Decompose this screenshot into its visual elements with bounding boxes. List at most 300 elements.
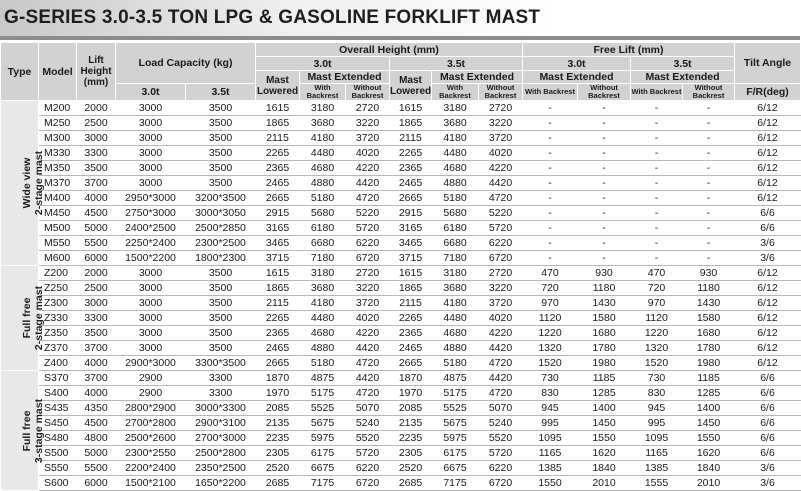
cell-tilt-angle: 6/12 <box>735 131 801 146</box>
cell-tilt-angle: 6/6 <box>735 221 801 236</box>
cell-cap-30: 2250*2400 <box>116 236 186 251</box>
table-row <box>1 236 801 251</box>
cell-tilt-angle: 6/6 <box>735 206 801 221</box>
mast-spec-table <box>0 42 801 491</box>
cell-cap-30: 3000 <box>116 341 186 356</box>
cell-fl35-without-backrest: 1680 <box>683 326 735 341</box>
cell-oh35-lowered: 1615 <box>390 101 432 116</box>
cell-fl30-with-backrest: 1165 <box>523 446 578 461</box>
cell-oh30-with-backrest: 4480 <box>300 146 346 161</box>
cell-lift-height: 2000 <box>77 266 116 281</box>
table-row <box>1 461 801 476</box>
cell-cap-35: 3500 <box>186 101 256 116</box>
cell-oh30-lowered: 2465 <box>256 176 300 191</box>
cell-fl35-with-backrest: - <box>631 161 683 176</box>
cell-lift-height: 6000 <box>77 251 116 266</box>
cell-cap-30: 3000 <box>116 296 186 311</box>
cell-oh30-lowered: 2115 <box>256 131 300 146</box>
cell-tilt-angle: 6/6 <box>735 446 801 461</box>
cell-oh35-with-backrest: 4880 <box>432 341 479 356</box>
cell-oh35-lowered: 2305 <box>390 446 432 461</box>
table-header <box>1 43 801 101</box>
header-fl-mast-extended-35: Mast Extended <box>631 71 735 84</box>
cell-cap-30: 3000 <box>116 101 186 116</box>
cell-fl35-without-backrest: 1400 <box>683 401 735 416</box>
cell-oh30-with-backrest: 4875 <box>300 371 346 386</box>
cell-model: S600 <box>39 476 77 491</box>
cell-tilt-angle: 6/12 <box>735 281 801 296</box>
cell-oh30-with-backrest: 4880 <box>300 341 346 356</box>
cell-cap-30: 2900*3000 <box>116 356 186 371</box>
table-row <box>1 401 801 416</box>
page-title: G-SERIES 3.0-3.5 TON LPG & GASOLINE FORKLIFT MAST <box>4 7 541 28</box>
cell-oh30-with-backrest: 5525 <box>300 401 346 416</box>
table-row <box>1 191 801 206</box>
cell-oh30-with-backrest: 6675 <box>300 461 346 476</box>
cell-oh30-lowered: 2115 <box>256 296 300 311</box>
cell-fl30-with-backrest: 730 <box>523 371 578 386</box>
table-row <box>1 446 801 461</box>
cell-oh30-lowered: 2665 <box>256 356 300 371</box>
table-row <box>1 281 801 296</box>
cell-fl35-without-backrest: 1620 <box>683 446 735 461</box>
cell-oh35-with-backrest: 4880 <box>432 176 479 191</box>
cell-oh35-with-backrest: 4480 <box>432 146 479 161</box>
cell-oh30-lowered: 2265 <box>256 311 300 326</box>
cell-oh30-with-backrest: 7180 <box>300 251 346 266</box>
cell-oh30-lowered: 1615 <box>256 266 300 281</box>
header-cap-30: 3.0t <box>116 84 186 101</box>
header-type: Type <box>1 43 39 101</box>
cell-oh35-with-backrest: 5525 <box>432 401 479 416</box>
table-row <box>1 146 801 161</box>
cell-model: M370 <box>39 176 77 191</box>
cell-model: M350 <box>39 161 77 176</box>
cell-fl30-with-backrest: - <box>523 236 578 251</box>
cell-oh30-with-backrest: 4480 <box>300 311 346 326</box>
cell-oh30-with-backrest: 6180 <box>300 221 346 236</box>
header-oh30-without-backrest: Without Backrest <box>346 84 390 101</box>
header-oh35-with-backrest: With Backrest <box>432 84 479 101</box>
cell-tilt-angle: 3/6 <box>735 461 801 476</box>
cell-cap-30: 2200*2400 <box>116 461 186 476</box>
cell-cap-35: 3500 <box>186 311 256 326</box>
cell-oh35-without-backrest: 4420 <box>479 341 523 356</box>
table-row <box>1 416 801 431</box>
table-row <box>1 386 801 401</box>
cell-oh30-without-backrest: 5070 <box>346 401 390 416</box>
cell-model: Z200 <box>39 266 77 281</box>
table-body <box>1 101 801 491</box>
cell-fl35-with-backrest: - <box>631 191 683 206</box>
cell-oh35-with-backrest: 6680 <box>432 236 479 251</box>
cell-oh30-lowered: 2085 <box>256 401 300 416</box>
cell-lift-height: 3500 <box>77 161 116 176</box>
cell-fl35-with-backrest: - <box>631 251 683 266</box>
header-fl30-with-backrest: With Backrest <box>523 84 578 101</box>
cell-model: S435 <box>39 401 77 416</box>
group-type-cell <box>1 371 45 491</box>
cell-lift-height: 6000 <box>77 476 116 491</box>
cell-oh30-without-backrest: 6720 <box>346 476 390 491</box>
cell-cap-35: 3500 <box>186 296 256 311</box>
cell-cap-35: 3500 <box>186 341 256 356</box>
cell-oh30-without-backrest: 3220 <box>346 116 390 131</box>
cell-fl35-without-backrest: - <box>683 236 735 251</box>
cell-oh30-lowered: 2365 <box>256 326 300 341</box>
cell-lift-height: 4500 <box>77 416 116 431</box>
cell-fl30-with-backrest: - <box>523 116 578 131</box>
cell-oh35-without-backrest: 5240 <box>479 416 523 431</box>
cell-fl35-without-backrest: 1285 <box>683 386 735 401</box>
cell-fl35-without-backrest: 1780 <box>683 341 735 356</box>
cell-lift-height: 3300 <box>77 146 116 161</box>
cell-oh30-without-backrest: 6220 <box>346 236 390 251</box>
cell-cap-30: 1500*2200 <box>116 251 186 266</box>
cell-oh30-lowered: 2915 <box>256 206 300 221</box>
cell-model: Z370 <box>39 341 77 356</box>
cell-cap-30: 2800*2900 <box>116 401 186 416</box>
cell-fl35-with-backrest: 995 <box>631 416 683 431</box>
cell-oh35-with-backrest: 6675 <box>432 461 479 476</box>
cell-tilt-angle: 6/12 <box>735 356 801 371</box>
cell-cap-30: 3000 <box>116 326 186 341</box>
cell-oh35-lowered: 1970 <box>390 386 432 401</box>
cell-lift-height: 2000 <box>77 101 116 116</box>
cell-cap-30: 3000 <box>116 266 186 281</box>
cell-oh35-lowered: 2235 <box>390 431 432 446</box>
cell-cap-35: 2300*2500 <box>186 236 256 251</box>
cell-oh35-without-backrest: 3720 <box>479 131 523 146</box>
cell-cap-35: 2900*3100 <box>186 416 256 431</box>
header-load-capacity: Load Capacity (kg) <box>116 43 256 84</box>
cell-oh35-lowered: 2465 <box>390 176 432 191</box>
cell-oh35-lowered: 3165 <box>390 221 432 236</box>
cell-oh35-with-backrest: 4480 <box>432 311 479 326</box>
cell-tilt-angle: 6/6 <box>735 416 801 431</box>
cell-oh30-lowered: 2365 <box>256 161 300 176</box>
cell-model: S370 <box>39 371 77 386</box>
cell-oh35-without-backrest: 5070 <box>479 401 523 416</box>
cell-oh35-without-backrest: 6220 <box>479 236 523 251</box>
cell-tilt-angle: 3/6 <box>735 251 801 266</box>
cell-oh35-with-backrest: 4680 <box>432 161 479 176</box>
cell-fl30-with-backrest: - <box>523 131 578 146</box>
cell-model: M600 <box>39 251 77 266</box>
header-cap-35: 3.5t <box>186 84 256 101</box>
cell-model: M330 <box>39 146 77 161</box>
table-row <box>1 371 801 386</box>
cell-fl30-with-backrest: - <box>523 101 578 116</box>
cell-cap-35: 3300 <box>186 371 256 386</box>
cell-tilt-angle: 6/12 <box>735 146 801 161</box>
table-row <box>1 131 801 146</box>
cell-cap-35: 3200*3500 <box>186 191 256 206</box>
cell-fl30-without-backrest: 1620 <box>578 446 631 461</box>
header-lift-height: Lift Height (mm) <box>77 43 116 101</box>
cell-cap-30: 3000 <box>116 161 186 176</box>
cell-oh35-with-backrest: 5175 <box>432 386 479 401</box>
cell-oh35-with-backrest: 3180 <box>432 266 479 281</box>
cell-fl30-with-backrest: - <box>523 191 578 206</box>
cell-tilt-angle: 6/12 <box>735 191 801 206</box>
cell-cap-35: 3500 <box>186 281 256 296</box>
cell-fl35-without-backrest: 1180 <box>683 281 735 296</box>
cell-tilt-angle: 3/6 <box>735 236 801 251</box>
cell-oh30-with-backrest: 4180 <box>300 296 346 311</box>
cell-fl30-without-backrest: - <box>578 206 631 221</box>
cell-oh30-without-backrest: 6220 <box>346 461 390 476</box>
cell-oh35-lowered: 2135 <box>390 416 432 431</box>
cell-tilt-angle: 6/12 <box>735 266 801 281</box>
cell-tilt-angle: 6/12 <box>735 311 801 326</box>
cell-oh30-without-backrest: 4720 <box>346 356 390 371</box>
cell-oh35-lowered: 3465 <box>390 236 432 251</box>
table-row <box>1 161 801 176</box>
cell-fl30-with-backrest: - <box>523 176 578 191</box>
cell-fl30-without-backrest: - <box>578 161 631 176</box>
cell-fl30-without-backrest: 1840 <box>578 461 631 476</box>
cell-tilt-angle: 6/12 <box>735 101 801 116</box>
cell-oh35-with-backrest: 4180 <box>432 131 479 146</box>
cell-oh30-without-backrest: 5720 <box>346 221 390 236</box>
cell-oh35-lowered: 2115 <box>390 131 432 146</box>
cell-fl35-without-backrest: - <box>683 191 735 206</box>
cell-oh30-with-backrest: 4680 <box>300 161 346 176</box>
group-type-label: Full free 2-stage mast <box>20 285 45 351</box>
cell-fl30-without-backrest: 1430 <box>578 296 631 311</box>
cell-model: S450 <box>39 416 77 431</box>
cell-oh35-without-backrest: 4220 <box>479 326 523 341</box>
cell-fl35-without-backrest: - <box>683 221 735 236</box>
cell-fl35-with-backrest: 830 <box>631 386 683 401</box>
cell-oh30-lowered: 2665 <box>256 191 300 206</box>
cell-fl35-with-backrest: 1220 <box>631 326 683 341</box>
cell-oh30-without-backrest: 3720 <box>346 296 390 311</box>
cell-oh30-with-backrest: 7175 <box>300 476 346 491</box>
cell-cap-35: 3000*3050 <box>186 206 256 221</box>
cell-cap-35: 3500 <box>186 131 256 146</box>
cell-oh30-with-backrest: 3680 <box>300 281 346 296</box>
cell-cap-35: 1650*2200 <box>186 476 256 491</box>
cell-oh30-lowered: 1870 <box>256 371 300 386</box>
cell-oh35-lowered: 2665 <box>390 191 432 206</box>
cell-fl30-without-backrest: 1285 <box>578 386 631 401</box>
table-row <box>1 101 801 116</box>
cell-oh30-lowered: 2235 <box>256 431 300 446</box>
cell-oh35-with-backrest: 5680 <box>432 206 479 221</box>
cell-lift-height: 4800 <box>77 431 116 446</box>
cell-fl35-without-backrest: 1580 <box>683 311 735 326</box>
cell-cap-30: 3000 <box>116 146 186 161</box>
cell-cap-30: 1500*2100 <box>116 476 186 491</box>
cell-oh35-without-backrest: 5220 <box>479 206 523 221</box>
cell-model: S480 <box>39 431 77 446</box>
cell-fl30-with-backrest: 1320 <box>523 341 578 356</box>
cell-cap-30: 2950*3000 <box>116 191 186 206</box>
cell-fl35-without-backrest: - <box>683 206 735 221</box>
header-oh-35: 3.5t <box>390 57 523 71</box>
cell-oh35-without-backrest: 4220 <box>479 161 523 176</box>
cell-oh35-with-backrest: 5675 <box>432 416 479 431</box>
cell-fl35-without-backrest: - <box>683 101 735 116</box>
cell-oh30-lowered: 1970 <box>256 386 300 401</box>
cell-fl30-with-backrest: 1520 <box>523 356 578 371</box>
cell-oh35-lowered: 2365 <box>390 161 432 176</box>
cell-fl35-with-backrest: - <box>631 131 683 146</box>
cell-fl30-without-backrest: 1185 <box>578 371 631 386</box>
cell-model: M450 <box>39 206 77 221</box>
cell-oh30-without-backrest: 4420 <box>346 341 390 356</box>
cell-fl30-with-backrest: - <box>523 221 578 236</box>
cell-fl35-with-backrest: - <box>631 221 683 236</box>
header-fl-35: 3.5t <box>631 57 735 71</box>
cell-oh30-lowered: 1865 <box>256 281 300 296</box>
table-row <box>1 431 801 446</box>
cell-fl35-with-backrest: 1320 <box>631 341 683 356</box>
cell-model: Z350 <box>39 326 77 341</box>
cell-tilt-angle: 3/6 <box>735 476 801 491</box>
header-mast-lowered-35: Mast Lowered <box>390 71 432 101</box>
cell-oh30-without-backrest: 2720 <box>346 101 390 116</box>
table-row <box>1 266 801 281</box>
cell-oh35-lowered: 1865 <box>390 116 432 131</box>
cell-oh30-lowered: 1865 <box>256 116 300 131</box>
cell-oh35-without-backrest: 6720 <box>479 476 523 491</box>
cell-model: Z330 <box>39 311 77 326</box>
cell-oh35-lowered: 2465 <box>390 341 432 356</box>
cell-fl35-without-backrest: - <box>683 116 735 131</box>
cell-fl30-with-backrest: 1095 <box>523 431 578 446</box>
header-tilt-unit: F/R(deg) <box>735 84 801 101</box>
cell-lift-height: 5500 <box>77 461 116 476</box>
cell-lift-height: 3700 <box>77 371 116 386</box>
header-mast-extended-35: Mast Extended <box>432 71 523 84</box>
cell-oh35-with-backrest: 5975 <box>432 431 479 446</box>
cell-fl35-with-backrest: 945 <box>631 401 683 416</box>
cell-oh30-with-backrest: 5675 <box>300 416 346 431</box>
cell-cap-30: 3000 <box>116 311 186 326</box>
table-row <box>1 326 801 341</box>
cell-oh35-with-backrest: 4875 <box>432 371 479 386</box>
cell-oh35-without-backrest: 6220 <box>479 461 523 476</box>
cell-oh30-without-backrest: 4420 <box>346 371 390 386</box>
header-tilt-angle: Tilt Angle <box>735 43 801 84</box>
cell-oh30-with-backrest: 6175 <box>300 446 346 461</box>
cell-cap-35: 3500 <box>186 161 256 176</box>
cell-oh35-lowered: 1615 <box>390 266 432 281</box>
cell-oh35-with-backrest: 6175 <box>432 446 479 461</box>
cell-fl30-without-backrest: - <box>578 221 631 236</box>
cell-fl30-without-backrest: 1580 <box>578 311 631 326</box>
cell-oh35-lowered: 2265 <box>390 146 432 161</box>
header-mast-extended-30: Mast Extended <box>300 71 390 84</box>
cell-cap-35: 1800*2300 <box>186 251 256 266</box>
cell-lift-height: 3500 <box>77 326 116 341</box>
cell-cap-30: 2750*3000 <box>116 206 186 221</box>
cell-model: M200 <box>39 101 77 116</box>
cell-fl35-without-backrest: - <box>683 161 735 176</box>
cell-fl35-with-backrest: - <box>631 116 683 131</box>
cell-model: M300 <box>39 131 77 146</box>
cell-oh30-lowered: 3465 <box>256 236 300 251</box>
cell-cap-35: 3500 <box>186 146 256 161</box>
cell-oh35-lowered: 1870 <box>390 371 432 386</box>
table-row <box>1 356 801 371</box>
cell-oh35-without-backrest: 3720 <box>479 296 523 311</box>
cell-lift-height: 2500 <box>77 116 116 131</box>
cell-cap-30: 3000 <box>116 281 186 296</box>
cell-fl30-with-backrest: - <box>523 251 578 266</box>
cell-model: S400 <box>39 386 77 401</box>
cell-oh35-without-backrest: 4020 <box>479 311 523 326</box>
cell-oh30-without-backrest: 5520 <box>346 431 390 446</box>
cell-model: Z250 <box>39 281 77 296</box>
cell-lift-height: 5500 <box>77 236 116 251</box>
cell-oh30-with-backrest: 5175 <box>300 386 346 401</box>
cell-cap-30: 2300*2550 <box>116 446 186 461</box>
cell-oh30-with-backrest: 4680 <box>300 326 346 341</box>
cell-tilt-angle: 6/12 <box>735 176 801 191</box>
cell-oh35-with-backrest: 4180 <box>432 296 479 311</box>
cell-fl30-without-backrest: 1980 <box>578 356 631 371</box>
cell-fl35-with-backrest: - <box>631 101 683 116</box>
table-row <box>1 311 801 326</box>
cell-oh30-lowered: 2305 <box>256 446 300 461</box>
cell-oh30-without-backrest: 4020 <box>346 311 390 326</box>
cell-fl30-with-backrest: 1550 <box>523 476 578 491</box>
cell-oh30-without-backrest: 5720 <box>346 446 390 461</box>
cell-oh35-without-backrest: 6720 <box>479 251 523 266</box>
cell-oh35-without-backrest: 5520 <box>479 431 523 446</box>
cell-model: S500 <box>39 446 77 461</box>
table-row <box>1 476 801 491</box>
cell-lift-height: 4000 <box>77 356 116 371</box>
cell-oh35-without-backrest: 4420 <box>479 371 523 386</box>
cell-cap-30: 2500*2600 <box>116 431 186 446</box>
table-row <box>1 176 801 191</box>
header-fl-30: 3.0t <box>523 57 631 71</box>
cell-cap-35: 3500 <box>186 326 256 341</box>
cell-cap-35: 3300 <box>186 386 256 401</box>
cell-oh30-with-backrest: 4880 <box>300 176 346 191</box>
cell-lift-height: 3300 <box>77 311 116 326</box>
cell-oh35-with-backrest: 7180 <box>432 251 479 266</box>
cell-fl35-without-backrest: 930 <box>683 266 735 281</box>
cell-model: S550 <box>39 461 77 476</box>
cell-oh35-lowered: 2085 <box>390 401 432 416</box>
cell-oh35-with-backrest: 5180 <box>432 191 479 206</box>
cell-fl30-without-backrest: - <box>578 146 631 161</box>
cell-oh30-with-backrest: 3180 <box>300 266 346 281</box>
cell-lift-height: 5000 <box>77 221 116 236</box>
cell-fl35-without-backrest: 1840 <box>683 461 735 476</box>
cell-tilt-angle: 6/12 <box>735 161 801 176</box>
cell-oh35-without-backrest: 4720 <box>479 191 523 206</box>
cell-fl30-with-backrest: 830 <box>523 386 578 401</box>
cell-oh35-with-backrest: 3680 <box>432 116 479 131</box>
cell-fl30-without-backrest: 1450 <box>578 416 631 431</box>
cell-oh30-without-backrest: 4220 <box>346 161 390 176</box>
cell-oh30-lowered: 1615 <box>256 101 300 116</box>
group-type-label: Wide view 2-stage mast <box>20 150 45 216</box>
cell-tilt-angle: 6/6 <box>735 431 801 446</box>
cell-oh30-without-backrest: 4220 <box>346 326 390 341</box>
cell-oh35-without-backrest: 4420 <box>479 176 523 191</box>
cell-cap-35: 2500*2800 <box>186 446 256 461</box>
header-oh30-with-backrest: With Backrest <box>300 84 346 101</box>
cell-fl30-without-backrest: - <box>578 236 631 251</box>
